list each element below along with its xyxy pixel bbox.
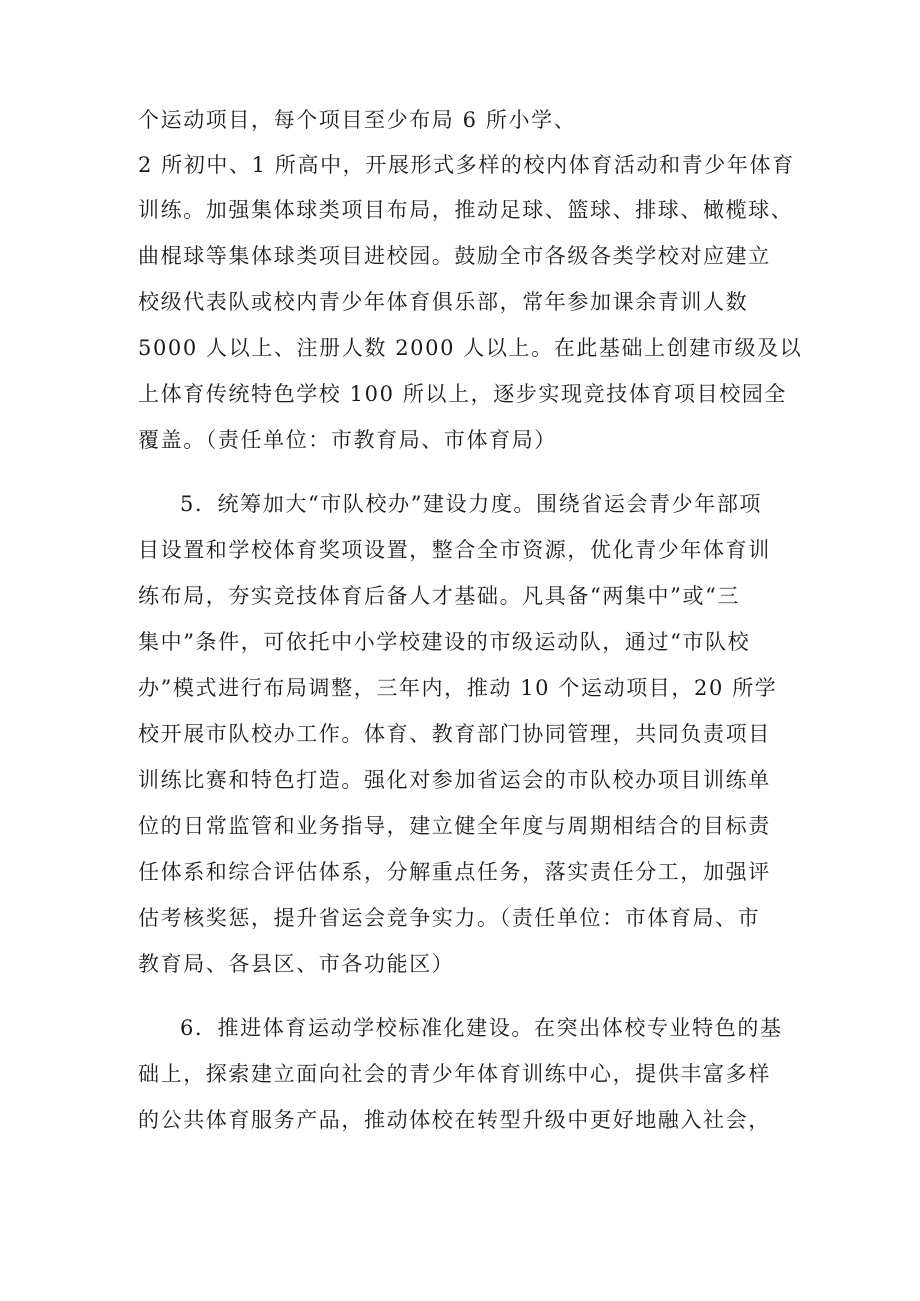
paragraph-5-heading-line: 5．统筹加大“市队校办”建设力度。围绕省运会青少年部项 — [180, 492, 763, 516]
text-line: 上体育传统特色学校 100 所以上，逐步实现竞技体育项目校园全 — [138, 382, 788, 406]
text-line: 曲棍球等集体球类项目进校园。鼓励全市各级各类学校对应建立 — [138, 244, 771, 268]
text-line: 办”模式进行布局调整，三年内，推动 10 个运动项目，20 所学 — [138, 676, 778, 700]
text-line: 覆盖。（责任单位：市教育局、市体育局） — [138, 428, 557, 452]
text-line: 目设置和学校体育奖项设置，整合全市资源，优化青少年体育训 — [138, 538, 771, 562]
text-line: 训练比赛和特色打造。强化对参加省运会的市队校办项目训练单 — [138, 768, 771, 792]
text-line: 校级代表队或校内青少年体育俱乐部，常年参加课余青训人数 — [138, 290, 749, 314]
text-line: 校开展市队校办工作。体育、教育部门协同管理，共同负责项目 — [138, 722, 771, 746]
text-line: 集中”条件，可依托中小学校建设的市级运动队，通过“市队校 — [138, 630, 751, 654]
paragraph-6-heading-line: 6．推进体育运动学校标准化建设。在突出体校专业特色的基 — [180, 1016, 783, 1040]
text-line: 任体系和综合评估体系，分解重点任务，落实责任分工，加强评 — [138, 860, 771, 884]
text-line: 础上，探索建立面向社会的青少年体育训练中心，提供丰富多样 — [138, 1062, 771, 1086]
text-line: 个运动项目，每个项目至少布局 6 所小学、 — [138, 108, 577, 132]
text-line: 估考核奖惩，提升省运会竞争实力。（责任单位：市体育局、市 — [138, 906, 761, 930]
text-line: 教育局、各县区、市各功能区） — [138, 952, 455, 976]
text-line: 训练。加强集体球类项目布局，推动足球、篮球、排球、橄榄球、 — [138, 198, 794, 222]
text-line: 练布局，夯实竞技体育后备人才基础。凡具备“两集中”或“三 — [138, 584, 741, 608]
text-line: 5000 人以上、注册人数 2000 人以上。在此基础上创建市级及以 — [138, 336, 803, 360]
text-line: 位的日常监管和业务指导，建立健全年度与周期相结合的目标责 — [138, 814, 771, 838]
text-line: 的公共体育服务产品，推动体校在转型升级中更好地融入社会， — [138, 1108, 771, 1132]
text-line: 2 所初中、1 所高中，开展形式多样的校内体育活动和青少年体育 — [138, 153, 795, 177]
